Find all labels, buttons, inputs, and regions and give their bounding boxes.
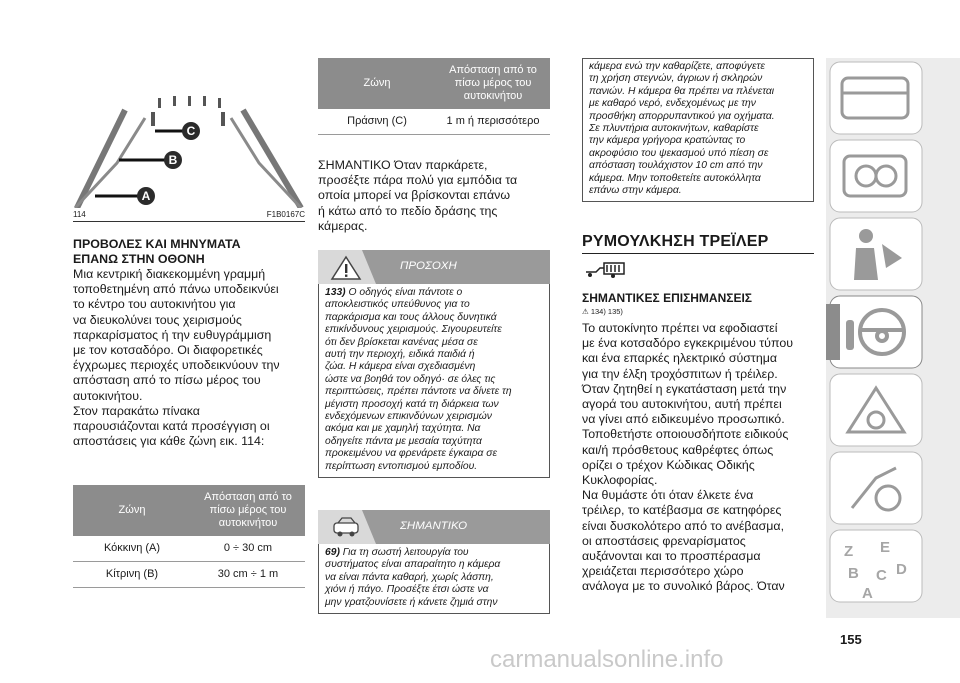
section-heading: ΠΡΟΒΟΛΕΣ ΚΑΙ ΜΗΝΥΜΑΤΑ ΕΠΑΝΩ ΣΤΗΝ ΟΘΟΝΗ [73,237,241,266]
table-row: Κίτρινη (B) 30 cm ÷ 1 m [73,562,305,588]
header-zone: Ζώνη [318,58,436,109]
distance-table-2 [318,58,550,135]
column-3-text [582,321,814,595]
watermark: carmanualsonline.info [490,646,724,673]
important-paragraph: ΣΗΜΑΝΤΙΚΟ Όταν παρκάρετε, προσέξτε πάρα πολύ για εμπόδια τα οποία μπορεί να βρίσκονται επάνω ή κάτω από το πεδίο δράσης της κάμερας. [318,158,518,233]
sidebar-tab-car[interactable] [830,62,922,134]
note-box [318,510,550,614]
figure-divider [73,221,305,222]
warning-body: 133) Ο οδηγός είναι πάντοτε ο αποκλειστικός υπεύθυνος για το παρκάρισμα και τους άλλους δυνητικά επικίνδυνους χειρισμούς. Σιγουρευτείτε ότι δεν βρίσκεται κανένας μέσα σε αυτή την περιοχή, ειδικά παιδιά ή ζώα. Η κάμερα είναι σχεδιασμένη ώστε να βοηθά τον οδηγό· σε όλες τις περιπτώσεις, πρέπει πάντοτε να δίνετε τη μέγιστη προσοχή κατά τη διάρκεια των ενδεχόμενων επικινδύνων χειρισμών ακόμα και με χαμηλή ταχύτητα. Να οδηγείτε πάντα με μεσαία ταχύτητα προκειμένου να φρενάρετε έγκαιρα σε περίπτωση εντοπισμού εμποδίου. [318,284,550,478]
note-title: ΣΗΜΑΝΤΙΚΟ [400,520,468,532]
svg-text:D: D [896,561,907,578]
warning-header [318,250,550,284]
svg-text:C: C [876,567,887,584]
section-title: ΡΥΜΟΥΛΚΗΣΗ ΤΡΕΪΛΕΡ [582,233,769,250]
warning-refs: ⚠ 134) 135) [582,307,623,316]
warning-box [318,250,550,478]
sidebar-tab-index[interactable] [830,530,922,602]
svg-text:Z: Z [844,543,854,560]
note-continued-box: κάμερα ενώ την καθαρίζετε, αποφύγετε τη χρήση στεγνών, άγριων ή σκληρών πανιών. Η κάμερα θα πρέπει να πλένεται με καθαρό νερό, ενδεχομένως με την προσθήκη απορρυπαντικού για οχήματα. Σε πλυντήρια αυτοκινήτων, καθαρίστε την κάμερα γρήγορα κρατώντας το ακροφύσιο του ψεκασμού υπό πίεση σε απόσταση τουλάχιστον 10 cm από την κάμερα. Μην τοποθετείτε αυτοκόλλητα επάνω στην κάμερα. [582,58,814,202]
zone-a-label [137,187,155,205]
warning-title: ΠΡΟΣΟΧΗ [400,260,457,272]
svg-text:E: E [880,539,891,556]
sidebar-tab-maintenance[interactable] [830,452,922,524]
sidebar-tab-safety[interactable] [830,218,922,290]
zone-b-label [164,151,182,169]
subsection-title: ΣΗΜΑΝΤΙΚΕΣ ΕΠΙΣΗΜΑΝΣΕΙΣ [582,291,753,305]
svg-text:C: C [186,124,196,138]
note-body: 69) Για τη σωστή λειτουργία του συστήματος είναι απαραίτητο η κάμερα να είναι πάντα καθαρή, χωρίς λάσπη, χιόνι ή πάγο. Προσέξτε έτσι ώστε να μην γρατζουνίσετε ή κάνετε ζημιά στην [318,544,550,614]
key-icon [846,320,854,350]
svg-text:B: B [848,565,859,582]
header-distance: Απόσταση από το πίσω μέρος του αυτοκινήτου [191,485,305,536]
distance-table-1 [73,485,305,588]
warning-triangle-icon: ⚠ [582,307,589,316]
warning-number: 133) [325,287,346,298]
figure-number: 114 [73,210,86,219]
rear-camera-figure [73,68,305,208]
header-distance: Απόσταση από το πίσω μέρος του αυτοκινήτου [436,58,550,109]
chapter-sidebar [826,58,960,618]
svg-text:A: A [141,189,151,203]
paragraph: Στον παρακάτω πίνακα παρουσιάζονται κατά προσέγγιση οι αποστάσεις για κάθε ζώνη εικ. 114: [73,403,270,449]
table-row: Πράσινη (C) 1 m ή περισσότερο [318,109,550,135]
sidebar-tab-emergency[interactable] [830,374,922,446]
paragraph: Μια κεντρική διακεκομμένη γραμμή τοποθετημένη από πάνω υποδεικνύει το κέντρο του αυτοκινήτου για να διευκολύνει τους χειρισμούς παρκαρίσματος ή την ευθυγράμμιση με τον κοτσαδόρο. Οι διαφορετικές έγχρωμες περιοχές υποδεικνύουν την απόσταση από το πίσω μέρος του αυτοκινήτου. [73,267,280,403]
sidebar-tab-dashboard[interactable] [830,140,922,212]
trailer-icon [582,262,628,278]
paragraph: Τοποθετήστε οποιουσδήποτε ειδικούς και/ή πρόσθετους καθρέφτες όπως ορίζει ο τρέχον Κώδικας Οδικής Κυκλοφορίας. [582,427,789,488]
svg-text:A: A [862,585,873,602]
section-divider [582,253,814,254]
note-header [318,510,550,544]
page-number: 155 [840,632,862,647]
table-row: Κόκκινη (A) 0 ÷ 30 cm [73,536,305,562]
paragraph: Να θυμάστε ότι όταν έλκετε ένα τρέιλερ, το κατέβασμα σε κατηφόρες είναι δυσκολότερο από το ανέβασμα, οι αποστάσεις φρεναρίσματος αυξάνονται και το προσπέρασμα χρειάζεται περισσότερο χώρο ανάλογα με το συνολικό βάρος. Όταν [582,488,785,594]
zone-c-label [182,122,200,140]
note-number: 69) [325,547,340,558]
paragraph: Το αυτοκίνητο πρέπει να εφοδιαστεί με ένα κοτσαδόρο εγκεκριμένου τύπου και ένα επαρκές ηλεκτρικό σύστημα για την έλξη τροχόσπιτων ή τρέιλερ. Όταν ζητηθεί η εγκατάσταση μετά την αγορά του αυτοκινήτου, αυτή πρέπει να γίνει από ειδικευμένο προσωπικό. [582,321,794,427]
svg-text:B: B [168,153,178,167]
column-1 [73,237,305,449]
sidebar-tab-driving[interactable] [826,296,922,368]
header-zone: Ζώνη [73,485,191,536]
figure-code: F1B0167C [266,210,305,219]
